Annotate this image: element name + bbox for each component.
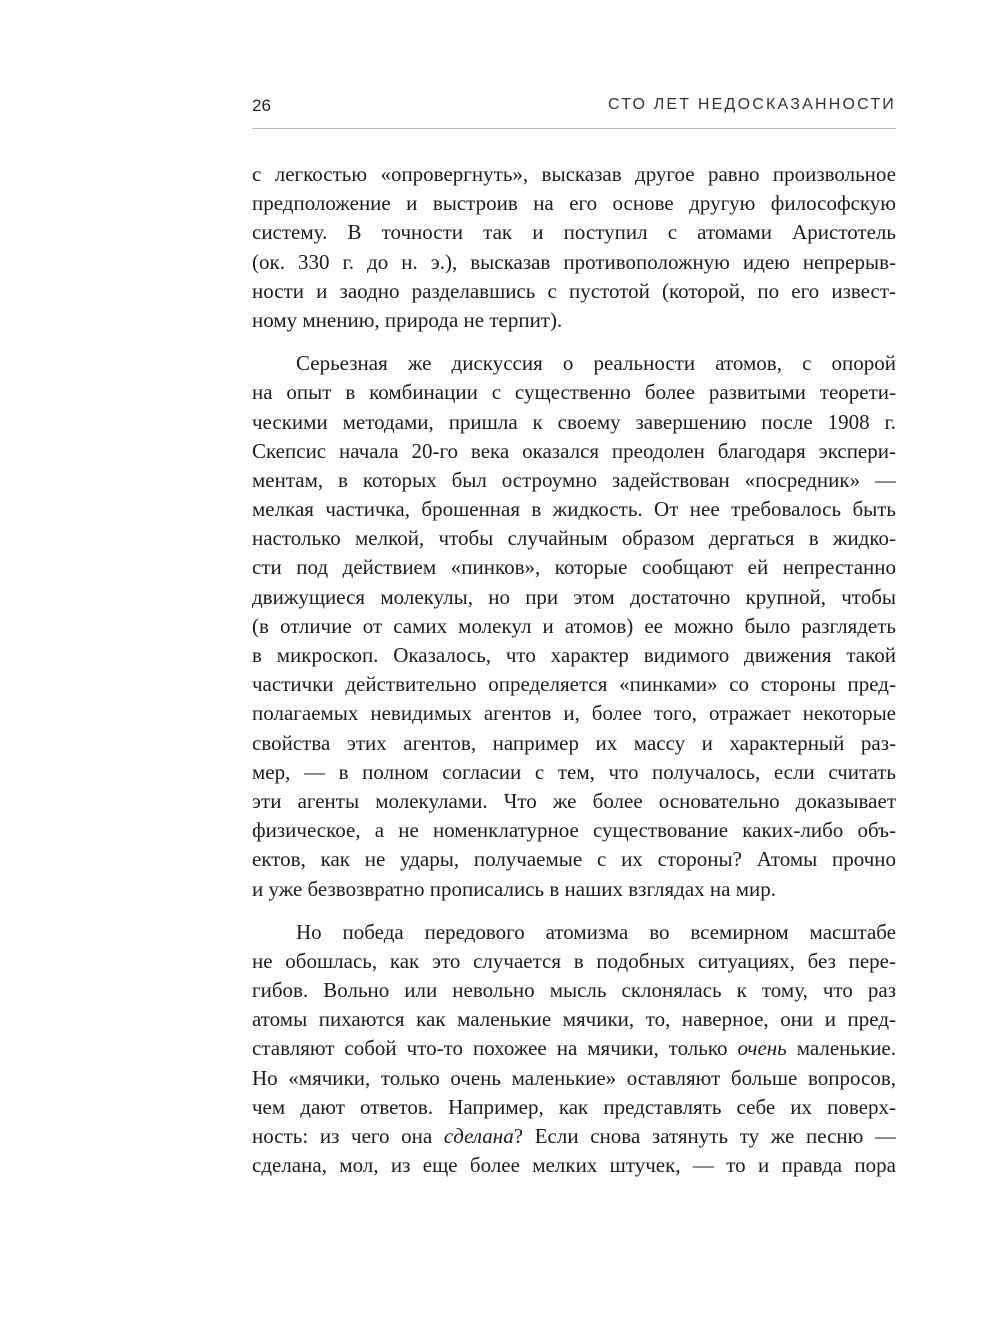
text-line: мелкая частичка, брошенная в жидкость. От нее требовалось быть <box>252 497 896 522</box>
paragraph <box>252 160 896 335</box>
text-line: настолько мелкой, чтобы случайным образом дергаться в жидко- <box>252 526 896 551</box>
page-number: 26 <box>252 96 271 115</box>
text-line: Серьезная же дискуссия о реальности атомов, с опорой <box>296 351 896 376</box>
text-line: ставляют собой что-то похожее на мячики, только очень маленькие. <box>252 1036 897 1061</box>
text-line: и уже безвозвратно прописались в наших взглядах на мир. <box>252 876 777 901</box>
text-line: физическое, а не номенклатурное существование каких-либо объ- <box>252 818 896 843</box>
text-line: (ок. 330 г. до н. э.), высказав противоположную идею непрерыв- <box>252 249 896 274</box>
text-line: сти под действием «пинков», которые сообщают ей непрестанно <box>252 555 896 580</box>
text-line: чем дают ответов. Например, как представлять себе их поверх- <box>252 1094 896 1119</box>
text-line: полагаемых невидимых агентов и, более того, отражает некоторые <box>252 701 896 726</box>
emphasis: сделана <box>443 1124 514 1148</box>
paragraph-gap <box>252 904 896 918</box>
text-line: эти агенты молекулами. Что же более основательно доказывает <box>252 788 896 813</box>
text-line: не обошлась, как это случается в подобных ситуациях, без пере- <box>252 948 896 973</box>
text-line: частички действительно определяется «пинками» со стороны пред- <box>252 672 896 697</box>
text-line: систему. В точности так и поступил с атомами Аристотель <box>252 220 896 245</box>
body-text <box>252 160 896 1180</box>
text-line: свойства этих агентов, например их массу и характерный раз- <box>252 730 896 755</box>
text-line: движущиеся молекулы, но при этом достаточно крупной, чтобы <box>252 584 896 609</box>
text-line: мер, — в полном согласии с тем, что получалось, если считать <box>252 759 896 784</box>
text-line: ности и заодно разделавшись с пустотой (которой, по его извест- <box>252 278 896 303</box>
text-line: ческими методами, пришла к своему завершению после 1908 г. <box>252 409 896 434</box>
text-line: ность: из чего она сделана? Если снова затянуть ту же песню — <box>252 1124 896 1148</box>
text-line: ектов, как не удары, получаемые с их стороны? Атомы прочно <box>252 847 896 872</box>
text-line: атомы пихаются как маленькие мячики, то, наверное, они и пред- <box>252 1007 896 1032</box>
text-line: на опыт в комбинации с существенно более развитыми теорети- <box>252 380 896 405</box>
text-line: сделана, мол, из еще более мелких штучек, — то и правда пора <box>252 1153 896 1178</box>
text-line: в микроскоп. Оказалось, что характер видимого движения такой <box>252 643 896 667</box>
emphasis: очень <box>737 1036 787 1061</box>
text-line: гибов. Вольно или невольно мысль склонялась к тому, что раз <box>252 978 896 1003</box>
text-line: предположение и выстроив на его основе другую философскую <box>252 191 896 216</box>
running-title: СТО ЛЕТ НЕДОСКАЗАННОСТИ <box>607 96 896 113</box>
text-line: ному мнению, природа не терпит). <box>252 307 563 332</box>
text-line: с легкостью «опровергнуть», высказав другое равно произвольное <box>252 162 896 186</box>
paragraph <box>252 918 896 1181</box>
text-line: Но «мячики, только очень маленькие» оставляют больше вопросов, <box>252 1065 896 1090</box>
text-line: Но победа передового атомизма во всемирном масштабе <box>296 919 896 944</box>
text-line: (в отличие от самих молекул и атомов) ее можно было разглядеть <box>252 613 896 638</box>
text-line: Скепсис начала 20-го века оказался преодолен благодаря экспери- <box>252 438 896 463</box>
paragraph <box>252 349 896 904</box>
paragraph-gap <box>252 335 896 349</box>
text-line: ментам, в которых был остроумно задействован «посредник» — <box>252 467 896 492</box>
running-header <box>252 94 896 129</box>
